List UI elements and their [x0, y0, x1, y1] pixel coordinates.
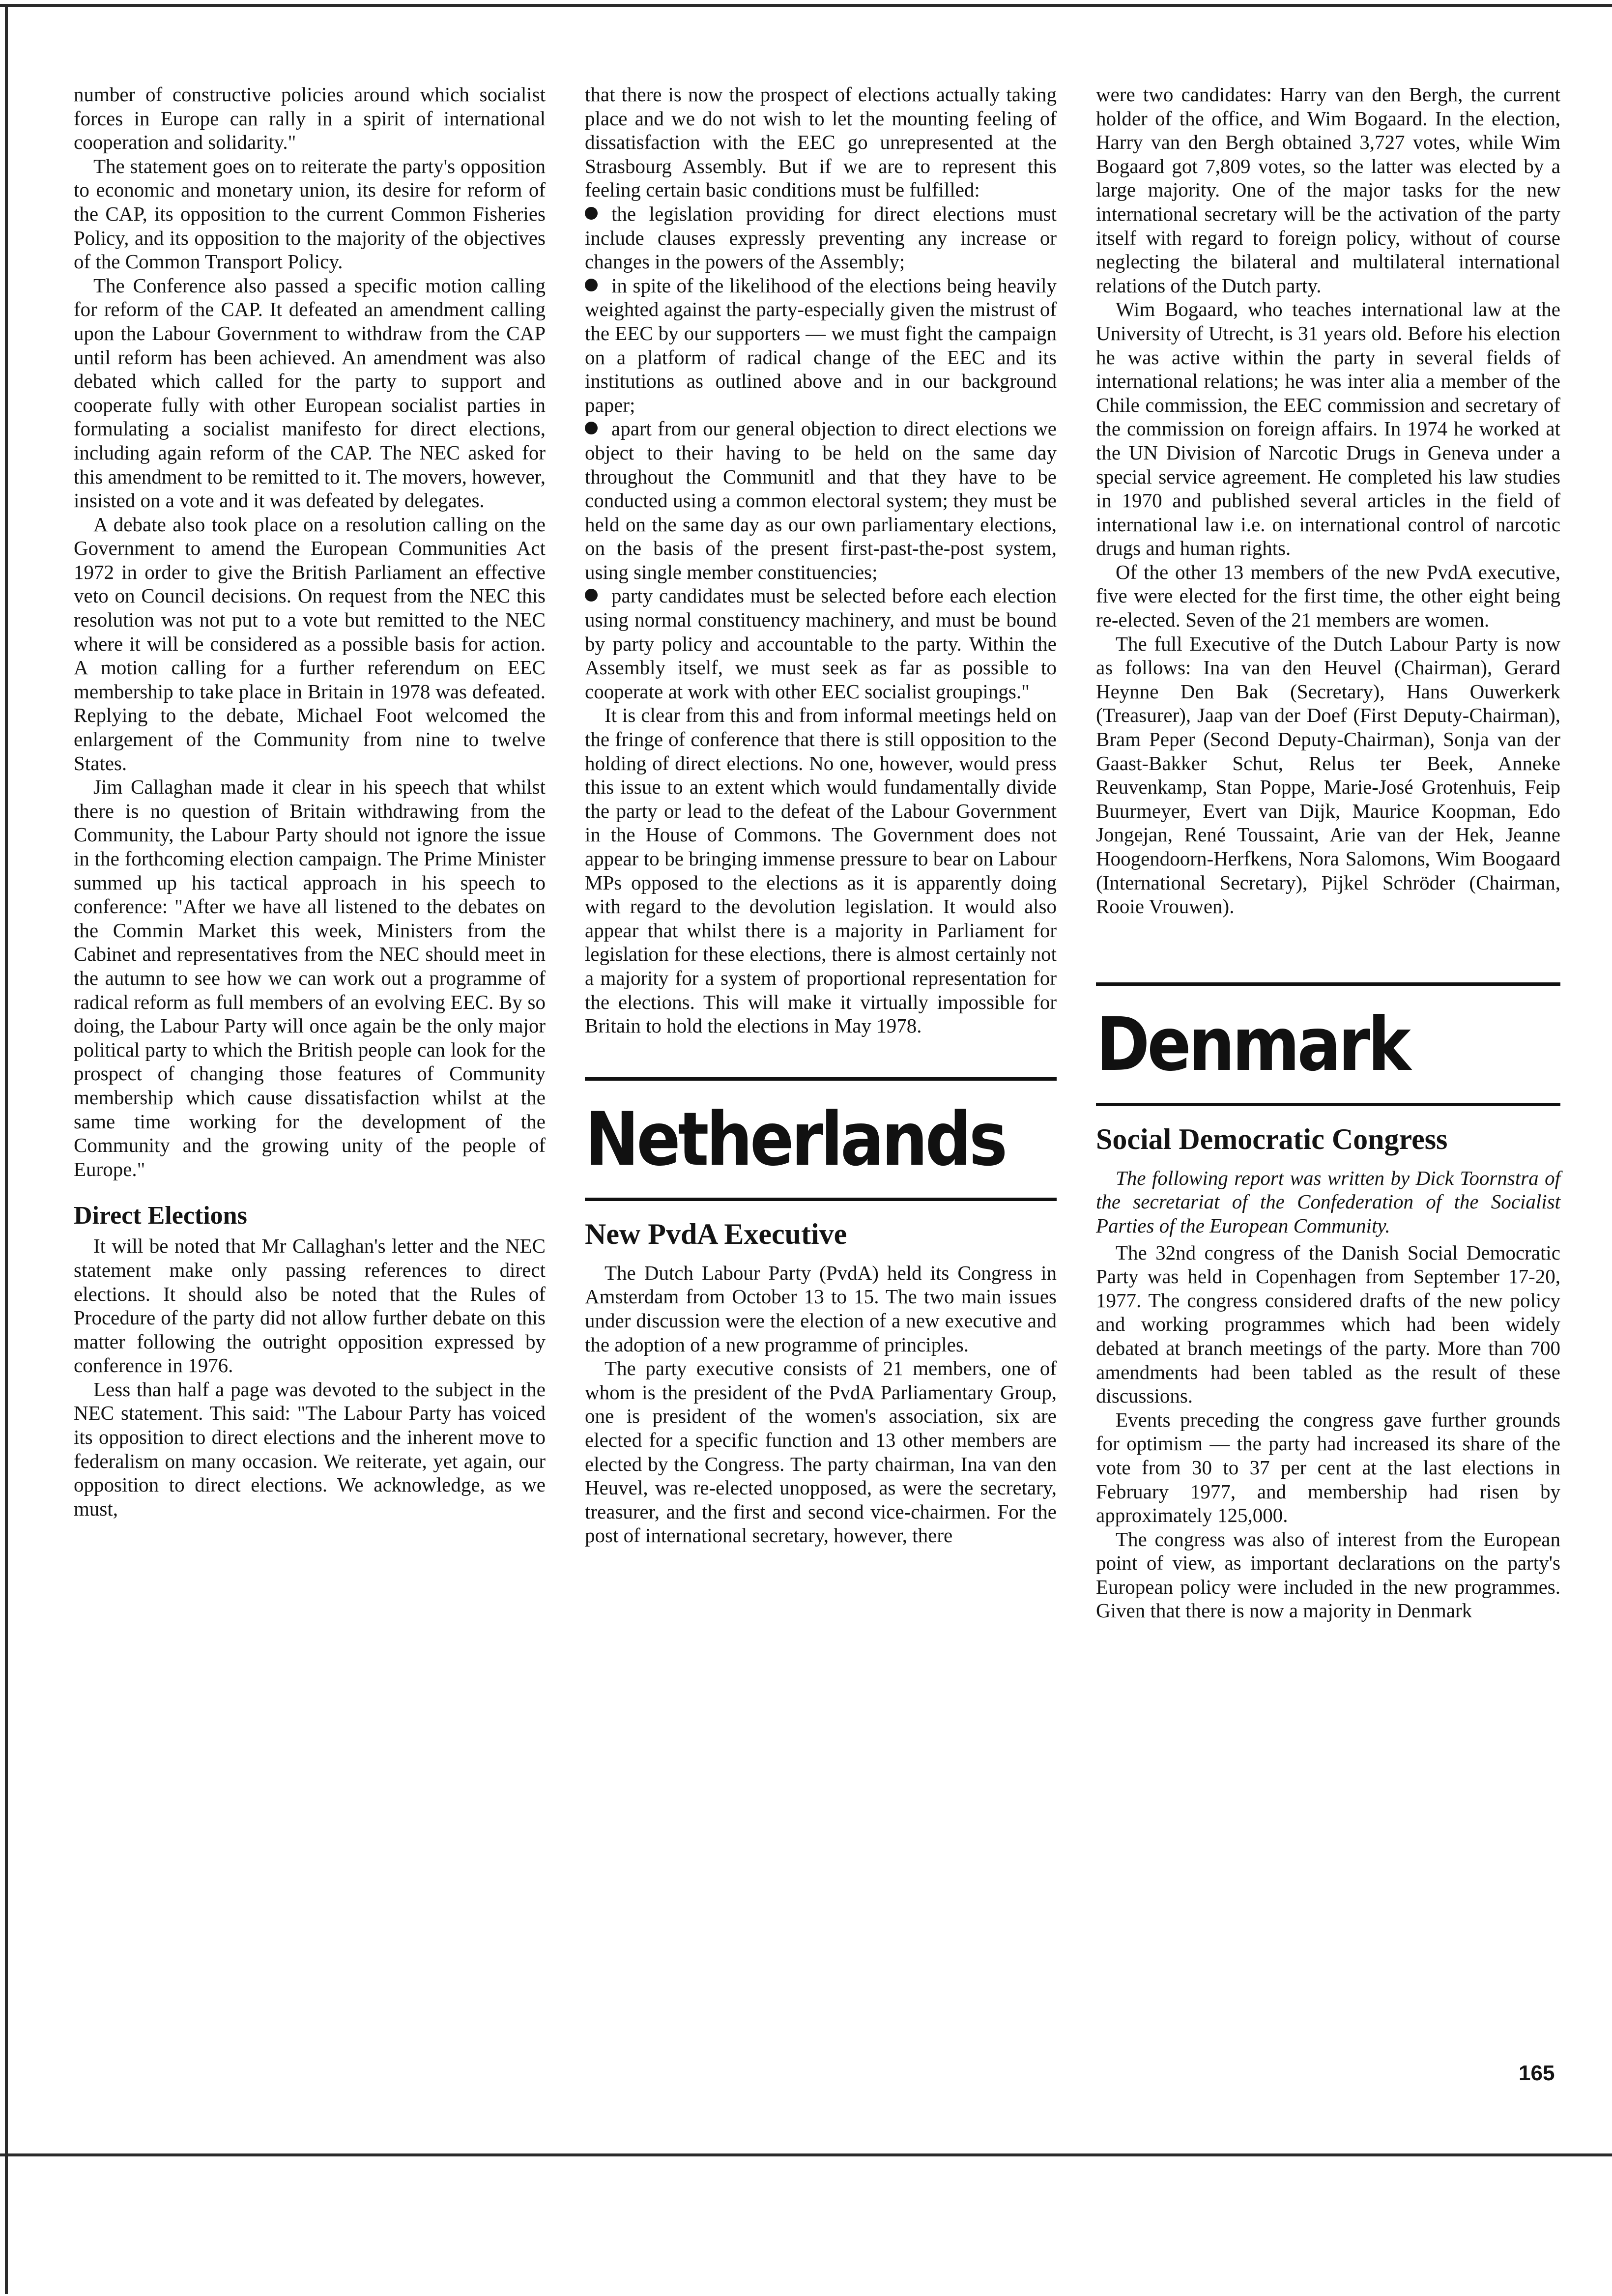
top-frame-rule [0, 4, 1612, 7]
bullet-icon [585, 207, 598, 220]
banner-title: Netherlands [585, 1096, 1005, 1182]
section-banner-denmark [1096, 982, 1560, 1106]
right-column [1096, 83, 1560, 1623]
bullet-item [585, 584, 1057, 703]
right-paragraph: The 32nd congress of the Danish Social Democratic Party was held in Copenhagen from September 17-20, 1977. The congress considered drafts of the new policy and working programmes which had been widely debated at branch meetings of the party. More than 700 amendments had been tabled as the result of these discussions. [1096, 1241, 1560, 1407]
bullet-item [585, 202, 1057, 274]
left-paragraph: The Conference also passed a specific motion calling for reform of the CAP. It defeated an amendment calling upon the Labour Government to withdraw from the CAP until reform has been achieved. An amendment was also debated which called for the party to support and cooperate fully with other European socialist parties in formulating a socialist manifesto for direct elections, including again reform of the CAP. The NEC asked for this amendment to be remitted to it. The movers, however, insisted on a vote and it was defeated by delegates. [74, 274, 546, 512]
right-paragraph: Events preceding the congress gave further grounds for optimism — the party had increased its share of the vote from 30 to 37 per cent at the last elections in February 1977, and membership had risen by approximately 125,000. [1096, 1408, 1560, 1527]
bullet-text: in spite of the likelihood of the elections being heavily weighted against the party-especially given the mistrust of the EEC by our supporters — we must fight the campaign on a platform of radical change of the EEC and its institutions as outlined above and in our background paper; [585, 274, 1057, 416]
right-paragraph: were two candidates: Harry van den Bergh, the current holder of the office, and Wim Bogaard. In the election, Harry van den Bergh obtained 3,727 votes, while Wim Bogaard got 7,809 votes, so the latter was elected by a large majority. One of the major tasks for the new international secretary will be the activation of the party itself with regard to foreign policy, without of course neglecting the bilateral and multilateral international relations of the Dutch party. [1096, 83, 1560, 297]
banner-rule [585, 1077, 1057, 1081]
left-paragraph: number of constructive policies around which socialist forces in Europe can rally in a spirit of international cooperation and solidarity." [74, 83, 546, 154]
middle-paragraph: The party executive consists of 21 members, one of whom is the president of the PvdA Parliamentary Group, one is president of the women's association, six are elected for a specific function and 13 other members are elected by the Congress. The party chairman, Ina van den Heuvel, was re-elected unopposed, as were the secretary, treasurer, and the first and second vice-chairmen. For the post of international secretary, however, there [585, 1357, 1057, 1547]
right-paragraph: The full Executive of the Dutch Labour Party is now as follows: Ina van den Heuvel (Chairman), Gerard Heynne Den Bak (Secretary), Hans Ouwerkerk (Treasurer), Jaap van der Doef (First Deputy-Chairman), Bram Peper (Second Deputy-Chairman), Sonja van der Gaast-Bakker Schut, Relus ter Beek, Anneke Reuvenkamp, Stan Poppe, Marie-José Grotenhuis, Feip Buurmeyer, Evert van Dijk, Maurice Koopman, Edo Jongejan, René Toussaint, Arie van der Hek, Jeanne Hoogendoorn-Herfkens, Nora Salomons, Wim Boogaard (International Secretary), Pijkel Schröder (Chairman, Rooie Vrouwen). [1096, 632, 1560, 918]
bullet-icon [585, 279, 598, 291]
left-paragraph: A debate also took place on a resolution calling on the Government to amend the European Communities Act 1972 in order to give the British Parliament an effective veto on Council decisions. On request from the NEC this resolution was not put to a vote but remitted to the NEC where it will be considered as a possible basis for action. A motion calling for a further referendum on EEC membership to take place in Britain in 1978 was defeated. Replying to the debate, Michael Foot welcomed the enlargement of the Community from nine to twelve States. [74, 513, 546, 775]
left-frame-rule [5, 4, 8, 2294]
banner-rule [585, 1198, 1057, 1201]
heading-social-democratic-congress: Social Democratic Congress [1096, 1122, 1448, 1155]
left-column [74, 83, 546, 1521]
banner-title: Denmark [1096, 1002, 1409, 1088]
right-paragraph: The congress was also of interest from the European point of view, as important declarations on the party's European policy were included in the new programmes. Given that there is now a majority in Denmark [1096, 1527, 1560, 1622]
right-paragraph: Wim Bogaard, who teaches international law at the University of Utrecht, is 31 years old. Before his election he was active within the party in several fields of international relations; he was inter alia a member of the Chile commission, the EEC commission and secretary of the commission on foreign affairs. In 1974 he worked at the UN Division of Narcotic Drugs in Geneva under a special service agreement. He completed his law studies in 1970 and published several articles in the field of international law i.e. on international control of narcotic drugs and human rights. [1096, 298, 1560, 560]
middle-paragraph: that there is now the prospect of elections actually taking place and we do not wish to let the mounting feeling of dissatisfaction with the EEC go unrepresented at the Strasbourg Assembly. But if we are to represent this feeling certain basic conditions must be fulfilled: [585, 83, 1057, 201]
right-paragraph: Of the other 13 members of the new PvdA executive, five were elected for the first time, the other eight being re-elected. Seven of the 21 members are women. [1096, 560, 1560, 631]
heading-direct-elections: Direct Elections [74, 1202, 247, 1230]
middle-paragraph: It is clear from this and from informal meetings held on the fringe of conference that there is still opposition to the holding of direct elections. No one, however, would press this issue to an extent which would fundamentally divide the party or lead to the defeat of the Labour Government in the House of Commons. The Government does not appear to be bringing immense pressure to bear on Labour MPs opposed to the elections as it is apparently doing with regard to the devolution legislation. It would also appear that whilst there is a majority in Parliament for legislation for these elections, there is almost certainly not a majority for a system of proportional representation for the elections. This will make it virtually impossible for Britain to hold the elections in May 1978. [585, 704, 1057, 1037]
section-banner-netherlands [585, 1077, 1057, 1201]
bullet-text: the legislation providing for direct elections must include clauses expressly preventing any increase or changes in the powers of the Assembly; [585, 202, 1057, 273]
middle-column [585, 83, 1057, 1548]
bottom-frame-rule [0, 2153, 1612, 2156]
page-number: 165 [1519, 2061, 1555, 2085]
middle-paragraph: The Dutch Labour Party (PvdA) held its Congress in Amsterdam from October 13 to 15. The two main issues under discussion were the election of a new executive and the adoption of a new programme of principles. [585, 1261, 1057, 1356]
left-paragraph: Less than half a page was devoted to the subject in the NEC statement. This said: "The Labour Party has voiced its opposition to direct elections and the inherent move to federalism on many occasion. We reiterate, yet again, our opposition to direct elections. We acknowledge, as we must, [74, 1378, 546, 1520]
left-paragraph: Jim Callaghan made it clear in his speech that whilst there is no question of Britain withdrawing from the Community, the Labour Party should not ignore the issue in the forthcoming election campaign. The Prime Minister summed up his tactical approach in his speech to conference: "After we have all listened to the debates on the Commin Market this week, Ministers from the Cabinet and representatives from the NEC should meet in the autumn to see how we can work out a programme of radical reform as full members of an evolving EEC. By so doing, the Labour Party will once again be the only major political party to which the British people can look for the prospect of changing those features of Community membership which cause dissatisfaction whilst at the same time working for the development of the Community and the growing unity of the people of Europe." [74, 775, 546, 1180]
bullet-icon [585, 589, 598, 602]
bullet-item [585, 274, 1057, 417]
heading-new-pvda-executive: New PvdA Executive [585, 1217, 847, 1250]
banner-rule [1096, 1103, 1560, 1106]
bullet-item [585, 417, 1057, 584]
left-paragraph: The statement goes on to reiterate the party's opposition to economic and monetary union, its desire for reform of the CAP, its opposition to the current Common Fisheries Policy, and its opposition to the majority of the objectives of the Common Transport Policy. [74, 154, 546, 273]
italic-intro: The following report was written by Dick Toornstra of the secretariat of the Confederation of the Socialist Parties of the European Community. [1096, 1166, 1560, 1237]
bullet-text: apart from our general objection to direct elections we object to their having to be held on the same day throughout the Communitl and that they have to be conducted using a common electoral system; they must be held on the same day as our own parliamentary elections, on the basis of the present first-past-the-post system, using single member constituencies; [585, 417, 1057, 583]
banner-rule [1096, 982, 1560, 986]
left-paragraph: It will be noted that Mr Callaghan's letter and the NEC statement make only passing references to direct elections. It should also be noted that the Rules of Procedure of the party did not allow further debate on this matter following the outright opposition expressed by conference in 1976. [74, 1234, 546, 1377]
bullet-icon [585, 422, 598, 434]
bullet-text: party candidates must be selected before each election using normal constituency machinery, and must be bound by party policy and accountable to the party. Within the Assembly itself, we must seek as far as possible to cooperate at work with other EEC socialist groupings." [585, 584, 1057, 703]
